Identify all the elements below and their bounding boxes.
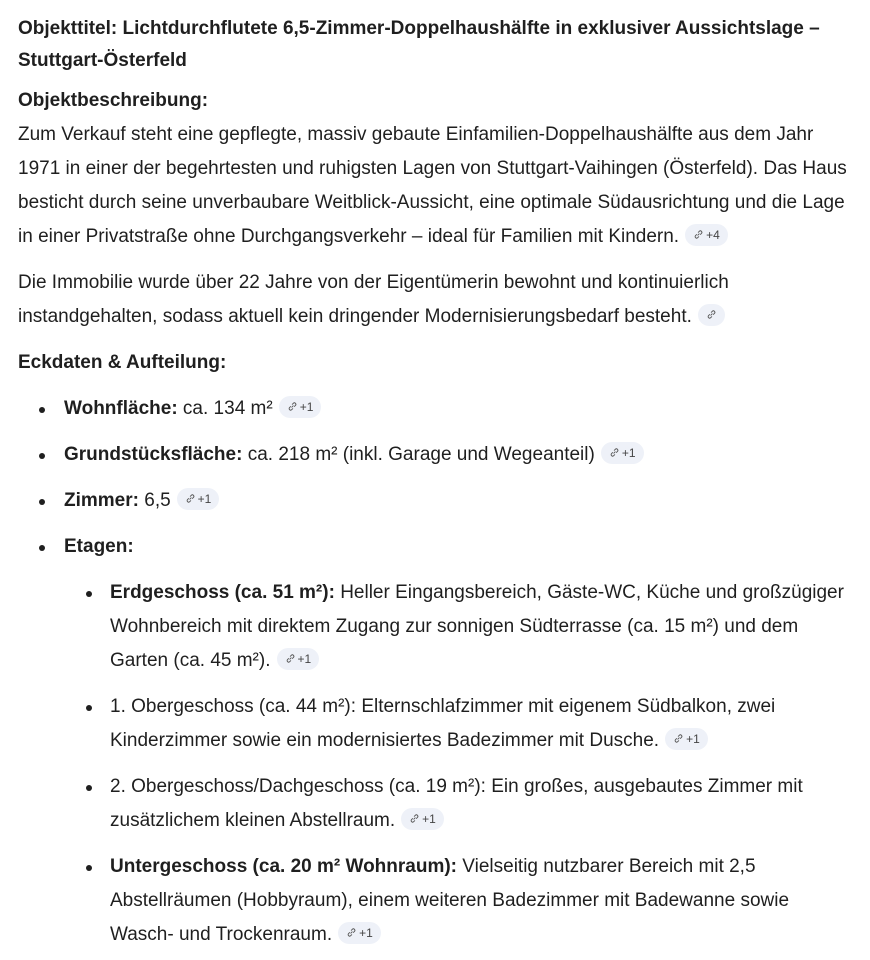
source-chip[interactable] bbox=[277, 648, 320, 670]
floor-text: 2. Obergeschoss/Dachgeschoss (ca. 19 m²): Ein großes, ausgebautes Zimmer mit zusätzlichem kleinen Abstellraum. bbox=[110, 776, 803, 831]
object-title: Objekttitel: Lichtdurchflutete 6,5-Zimmer-Doppelhaushälfte in exklusiver Aussichtslage – Stuttgart-Österfeld bbox=[18, 18, 820, 71]
chip-count: +1 bbox=[359, 925, 373, 940]
fact-value: 6,5 bbox=[138, 490, 171, 511]
list-item bbox=[64, 576, 852, 678]
fact-label: Grundstücksfläche: bbox=[64, 444, 243, 465]
fact-label: Wohnfläche: bbox=[64, 398, 178, 419]
chip-count: +1 bbox=[297, 651, 312, 666]
list-item bbox=[18, 484, 852, 518]
chip-count: +1 bbox=[422, 811, 436, 826]
floor-label: Untergeschoss (ca. 20 m² Wohnraum): bbox=[110, 856, 458, 877]
floor-text: Heller Eingangsbereich, Gäste-WC, Küche und großzügiger Wohnbereich mit direktem Zugang zur sonnigen Südterrasse (ca. 15 m²) und dem Garten (ca. 45 m²). bbox=[110, 582, 844, 671]
facts-heading: Eckdaten & Aufteilung: bbox=[18, 352, 227, 373]
floor-text: Vielseitig nutzbarer Bereich mit 2,5 Abstellräumen (Hobbyraum), einem weiteren Badezimmer mit Badewanne sowie Wasch- und Trockenraum. bbox=[110, 856, 790, 945]
fact-label: Zimmer: bbox=[64, 490, 139, 511]
chip-count: +1 bbox=[299, 399, 314, 414]
paragraph bbox=[18, 266, 852, 334]
link-icon bbox=[693, 229, 704, 240]
facts-list bbox=[18, 392, 852, 952]
source-chip[interactable] bbox=[665, 728, 708, 750]
chip-count: +1 bbox=[686, 731, 700, 746]
chip-count: +1 bbox=[197, 491, 212, 506]
link-icon bbox=[706, 309, 717, 320]
source-chip[interactable] bbox=[338, 922, 381, 944]
chip-count: +4 bbox=[706, 227, 720, 242]
link-icon bbox=[287, 401, 298, 412]
source-chip[interactable] bbox=[401, 808, 444, 830]
list-item bbox=[64, 770, 852, 838]
list-item bbox=[64, 690, 852, 758]
source-chip[interactable] bbox=[685, 224, 728, 246]
fact-value: ca. 218 m² (inkl. Garage und Wegeanteil) bbox=[242, 444, 595, 465]
link-icon bbox=[285, 653, 296, 664]
paragraph-text: Die Immobilie wurde über 22 Jahre von der Eigentümerin bewohnt und kontinuierlich instandgehalten, sodass aktuell kein dringender Modernisierungsbedarf besteht. bbox=[18, 272, 729, 327]
source-chip[interactable] bbox=[279, 396, 322, 418]
link-icon bbox=[409, 813, 420, 824]
floor-text: 1. Obergeschoss (ca. 44 m²): Elternschlafzimmer mit eigenem Südbalkon, zwei Kinderzimmer sowie ein modernisiertes Badezimmer mit Dusche. bbox=[110, 696, 776, 751]
chip-count: +1 bbox=[621, 445, 636, 460]
link-icon bbox=[346, 927, 357, 938]
paragraph bbox=[18, 118, 852, 254]
list-item bbox=[18, 438, 852, 472]
description-heading: Objektbeschreibung: bbox=[18, 90, 209, 111]
list-item bbox=[64, 850, 852, 952]
link-icon bbox=[673, 733, 684, 744]
fact-label: Etagen: bbox=[64, 536, 134, 557]
source-chip[interactable] bbox=[601, 442, 644, 464]
list-item bbox=[18, 392, 852, 426]
source-chip[interactable] bbox=[698, 304, 725, 326]
source-chip[interactable] bbox=[177, 488, 220, 510]
paragraph-text: Zum Verkauf steht eine gepflegte, massiv gebaute Einfamilien-Doppelhaushälfte aus dem Jahr 1971 in einer der begehrtesten und ruhigsten Lagen von Stuttgart-Vaihingen (Österfeld). Das Haus besticht durch seine unverbaubare Weitblick-Aussicht, eine optimale Südausrichtung und die Lage in einer Privatstraße ohne Durchgangsverkehr – ideal für Familien mit Kindern. bbox=[18, 124, 847, 247]
fact-value: ca. 134 m² bbox=[177, 398, 273, 419]
link-icon bbox=[609, 447, 620, 458]
floor-label: Erdgeschoss (ca. 51 m²): bbox=[110, 582, 335, 603]
link-icon bbox=[185, 493, 196, 504]
floors-list bbox=[64, 576, 852, 952]
list-item bbox=[18, 530, 852, 952]
